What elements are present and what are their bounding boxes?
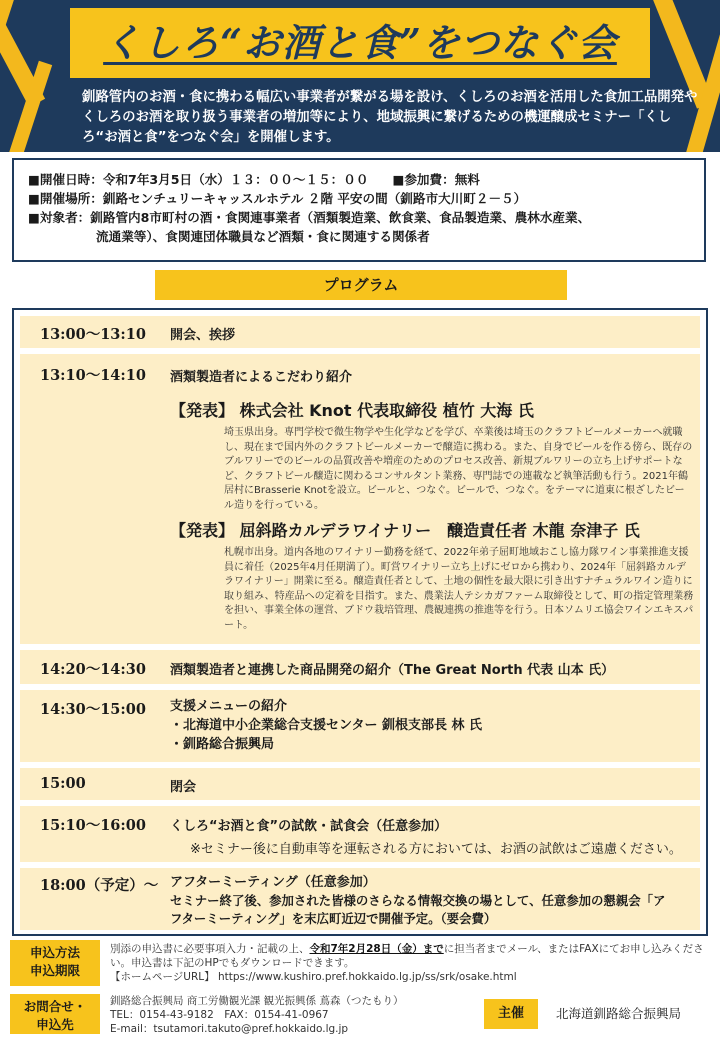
program-title: 酒類製造者によるこだわり紹介 [170, 370, 353, 385]
program-label: プログラム [155, 270, 567, 300]
program-title: 開会、挨拶 [170, 328, 236, 343]
program-row [20, 868, 700, 930]
info-target-1: ■対象者：釧路管内8市町村の酒・食関連事業者（酒類製造業、飲食業、食品製造業、農林水産業、 [28, 210, 591, 225]
speaker-name: 【発表】 株式会社 Knot 代表取締役 植竹 大海 氏 [170, 401, 534, 420]
program-table [12, 308, 708, 936]
program-title: 支援メニューの紹介 [170, 699, 288, 714]
info-datetime-row [28, 170, 690, 189]
program-subitem: ・釧路総合振興局 [170, 737, 275, 752]
homepage-url-link[interactable]: 【ホームページURL】 https://www.kushiro.pref.hokkaido.lg.jp/ss/srk/osake.html [110, 971, 517, 983]
contact-label-1: お問合せ・ [23, 999, 87, 1014]
program-title: くしろ“お酒と食”の試飲・試食会（任意参加） [170, 819, 448, 834]
program-time: 15:10～16:00 [40, 817, 146, 834]
contact-label-2: 申込先 [36, 1017, 74, 1032]
program-time: 18:00（予定）～ [40, 877, 159, 894]
program-time: 15:00 [40, 775, 86, 792]
program-row [20, 690, 700, 762]
contact-email[interactable]: E-mail：tsutamori.takuto@pref.hokkaido.lg.jp [110, 1023, 349, 1035]
contact-office: 釧路総合振興局 商工労働観光課 観光振興係 蔦森（つたもり） [110, 995, 404, 1007]
info-datetime: ■開催日時：令和7年3月5日（水）１３：００～１５：００ [28, 172, 369, 187]
apply-label-method: 申込方法 [29, 945, 80, 960]
contact-phone: TEL：0154-43-9182 FAX：0154-41-0967 [110, 1009, 329, 1021]
program-row [20, 316, 700, 348]
page-title: くしろ“お酒と食”をつなぐ会 [103, 20, 617, 65]
host-label: 主催 [484, 999, 538, 1029]
program-time: 13:00～13:10 [40, 326, 146, 343]
apply-label-deadline: 申込期限 [29, 963, 80, 978]
apply-label [10, 940, 100, 986]
event-info-box [12, 158, 706, 262]
apply-deadline: 令和7年2月28日（金）まで [309, 943, 444, 955]
program-row [20, 768, 700, 800]
program-time: 14:20～14:30 [40, 661, 146, 678]
speaker-bio: 埼玉県出身。専門学校で微生物学や生化学などを学び、卒業後は埼玉のクラフトビールメーカーへ就職し、現在まで国内外のクラフトビールメーカーで醸造に携わる。また、自身でビールを作る傍ら、既存のブルワリーでのビールの品質改善や増産のためのプロセス改善、新規ブルワリーの立ち上げサポートなど、クラフトビール醸造に関わるコンサルタント業務、専門誌での連載など執筆活動も行う。2021年鶴居村にBrasserie Knotを設立。ビールと、つなぐ。ビールで、つなぐ。をテーマに道東に根ざしたビール造りを行っている。 [224, 427, 693, 511]
info-fee: ■参加費：無料 [392, 172, 480, 187]
program-subitem: フターミーティング」を末広町近辺で開催予定。（要会費） [170, 911, 497, 926]
info-venue: ■開催場所：釧路センチュリーキャッスルホテル ２階 平安の間（釧路市大川町２－５） [28, 191, 527, 206]
program-row [20, 650, 700, 684]
speaker-bio: 札幌市出身。道内各地のワイナリー勤務を経て、2022年弟子屈町地域おこし協力隊ワイン事業推進支援員に着任（2025年4月任期満了）。町営ワイナリー立ち上げにゼロから携わり、2024年「屈斜路カルデラワイナリー」開業に至る。醸造責任者として、土地の個性を最大限に引き出すナチュラルワイン造りに取り組み、特産品への定着を目指す。また、農業法人テシカガファーム取締役として、町の指定管理業務を担い、事業全体の運営、ブドウ栽培管理、農観連携の推進等を行う。日本ソムリエ協会ワインエキスパート。 [224, 547, 694, 631]
speaker-name: 【発表】 屈斜路カルデラワイナリー 醸造責任者 木龍 奈津子 氏 [170, 521, 640, 540]
header-banner [0, 0, 720, 152]
info-target-2: 流通業等）、食関連団体職員など酒類・食に関連する関係者 [96, 229, 430, 244]
apply-text-post: に担当者までメール、またはFAXにてお申し込みください。申込書は下記のHPでもダウンロードできます。 [110, 943, 704, 969]
program-time: 13:10～14:10 [40, 367, 146, 384]
program-subitem: セミナー終了後、参加された皆様のさらなる情報交換の場として、任意参加の懇親会「ア [170, 893, 666, 908]
program-subitem: ・北海道中小企業総合支援センター 釧根支部長 林 氏 [170, 718, 483, 733]
apply-text-pre: 別添の申込書に必要事項入力・記載の上、 [110, 943, 310, 955]
program-row [20, 354, 700, 644]
program-row [20, 806, 700, 862]
intro-text: 釧路管内のお酒・食に携わる幅広い事業者が繋がる場を設け、くしろのお酒を活用した食加工品開発やくしろのお酒を取り扱う事業者の増加等により、地域振興に繋げるための機運醸成セミナー「くしろ“お酒と食”をつなぐ会」を開催します。 [82, 90, 698, 145]
program-title: アフターミーティング（任意参加） [170, 875, 376, 890]
program-note: ※セミナー後に自動車等を運転される方においては、お酒の試飲はご遠慮ください。 [190, 842, 682, 857]
program-title: 閉会 [170, 780, 197, 795]
contact-text [110, 994, 470, 1036]
contact-label [10, 994, 100, 1034]
apply-text [110, 942, 710, 984]
program-time: 14:30～15:00 [40, 701, 146, 718]
program-title: 酒類製造者と連携した商品開発の紹介（The Great North 代表 山本 氏） [170, 663, 615, 678]
host-name: 北海道釧路総合振興局 [556, 1006, 682, 1021]
